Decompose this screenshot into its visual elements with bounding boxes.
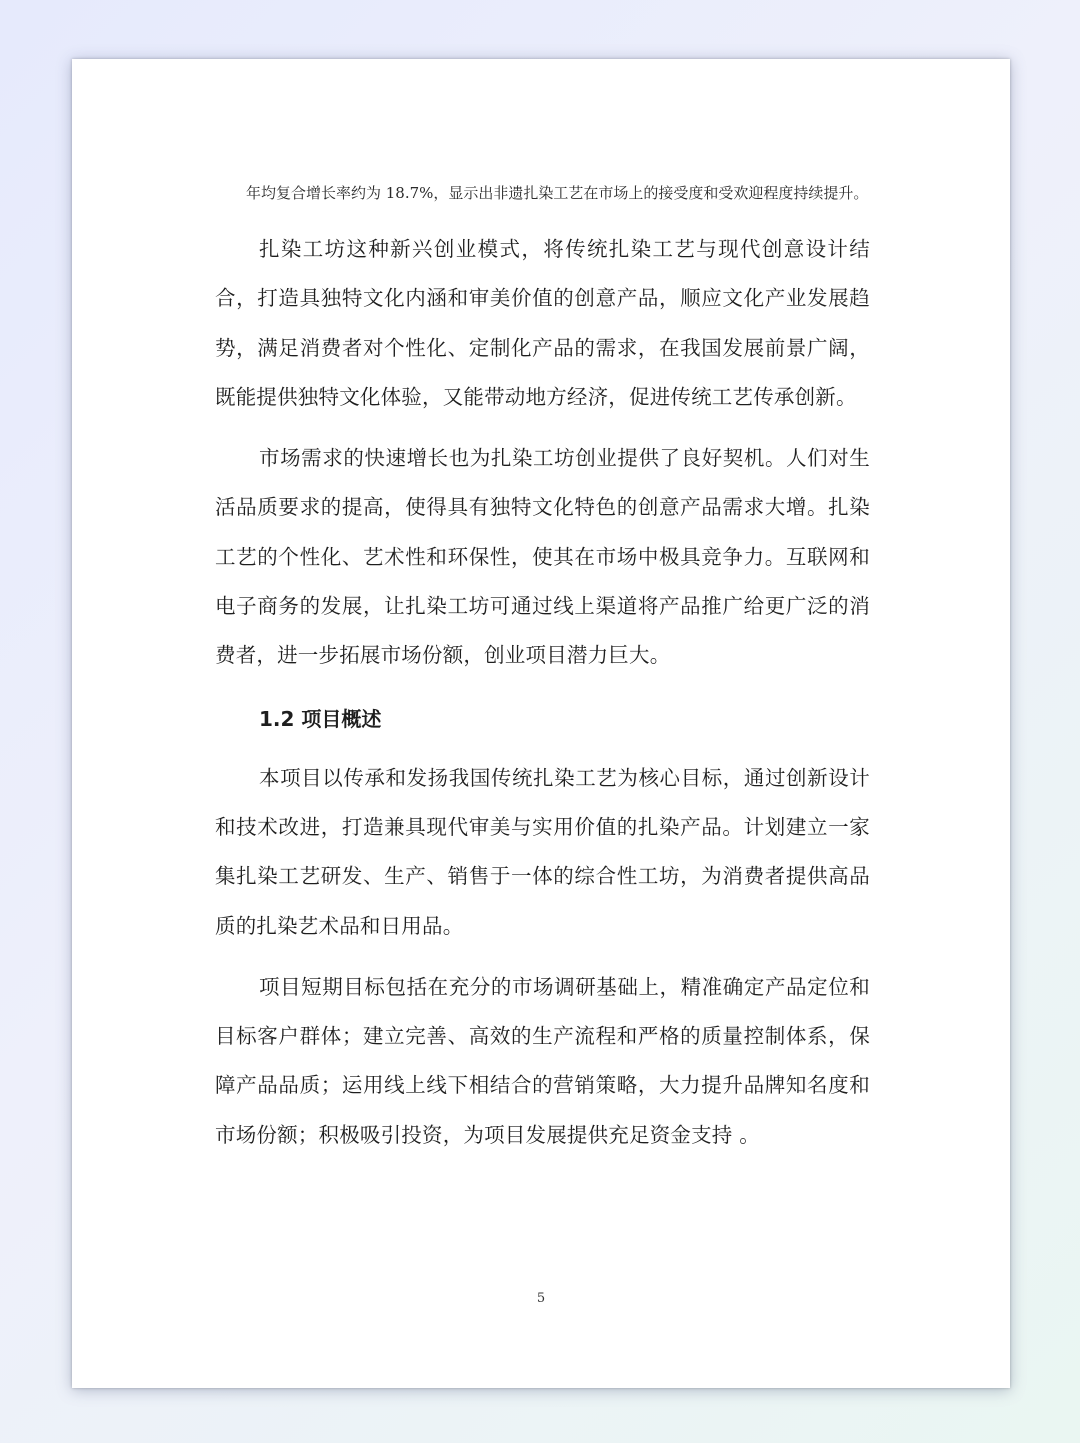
page-content bbox=[215, 175, 870, 1172]
page-number: 5 bbox=[536, 1291, 546, 1306]
paragraph-market-demand: 市场需求的快速增长也为扎染工坊创业提供了良好契机。人们对生活品质要求的提高，使得具有独特文化特色的创意产品需求大增。扎染工艺的个性化、艺术性和环保性，使其在市场中极具竞争力。互联网和电子商务的发展，让扎染工坊可通过线上渠道将产品推广给更广泛的消费者，进一步拓展市场份额，创业项目潜力巨大。 bbox=[215, 446, 870, 668]
paragraph-workshop-model: 扎染工坊这种新兴创业模式，将传统扎染工艺与现代创意设计结合，打造具独特文化内涵和审美价值的创意产品，顺应文化产业发展趋势，满足消费者对个性化、定制化产品的需求，在我国发展前景广阔，既能提供独特文化体验，又能带动地方经济，促进传统工艺传承创新。 bbox=[215, 237, 870, 409]
intro-continuation-paragraph: 年均复合增长率约为 18.7%，显示出非遗扎染工艺在市场上的接受度和受欢迎程度持续提升。 bbox=[246, 184, 869, 202]
paragraph-short-term-goals: 项目短期目标包括在充分的市场调研基础上，精准确定产品定位和目标客户群体；建立完善、高效的生产流程和严格的质量控制体系，保障产品品质；运用线上线下相结合的营销策略，大力提升品牌知名度和市场份额；积极吸引投资，为项目发展提供充足资金支持 。 bbox=[215, 974, 870, 1147]
section-heading: 1.2 项目概述 bbox=[259, 706, 382, 731]
paragraph-project-overview: 本项目以传承和发扬我国传统扎染工艺为核心目标，通过创新设计和技术改进，打造兼具现代审美与实用价值的扎染产品。计划建立一家集扎染工艺研发、生产、销售于一体的综合性工坊，为消费者提供高品质的扎染艺术品和日用品。 bbox=[215, 765, 870, 938]
document-page bbox=[72, 59, 1010, 1388]
